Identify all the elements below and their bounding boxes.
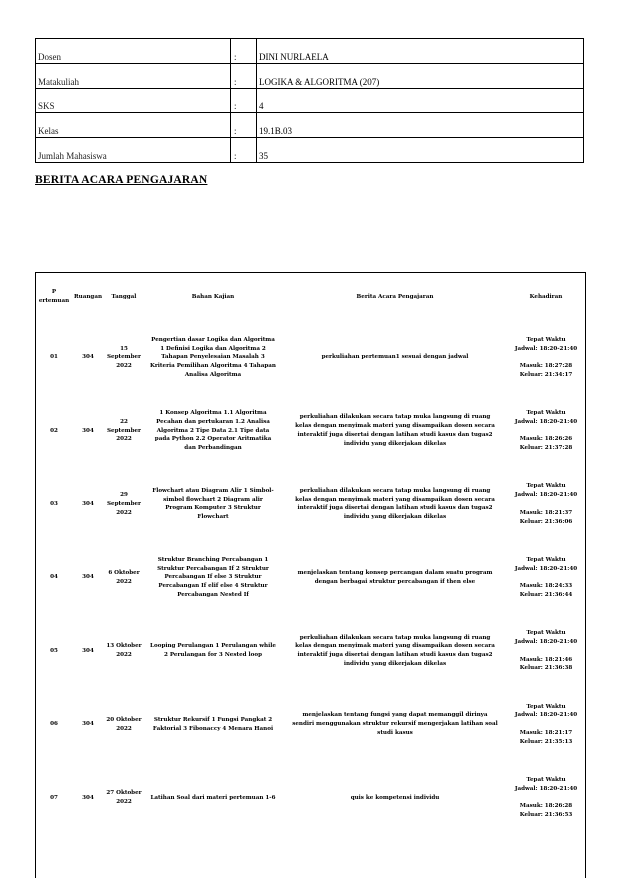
cell-ruangan: 304 [82,354,94,361]
course-info-table [35,38,584,163]
cell-ruangan: 304 [82,794,94,801]
kehadiran-spacer [510,353,582,362]
info-value: 19.1B.03 [257,113,584,138]
kehadiran-spacer [510,647,582,656]
info-separator: : [231,138,257,163]
header-berita-acara: Berita Acara Pengajaran [356,293,434,300]
cell-bahan-kajian: Pengertian dasar Logika dan Algoritma 1 Definisi Logika dan Algoritma 2 Tahapan Penyelesaian Masalah 3 Kriteria Pemilihan Algoritma 4 Tahapan Analisa Algoritma [150,336,276,378]
cell-pertemuan: 03 [50,501,58,508]
page-title: BERITA ACARA PENGAJARAN [35,174,208,186]
kehadiran-status: Tepat Waktu [526,777,566,784]
header-bahan-kajian: Bahan Kajian [191,293,235,300]
table-row [36,394,584,467]
cell-berita-acara: menjelaskan tentang fungsi yang dapat memanggil dirinya sendiri menggunakan struktur rekursif mengerjakan latihan soal studi kasus [292,712,498,737]
kehadiran-masuk: Masuk: 18:21:46 [519,656,573,663]
kehadiran-masuk: Masuk: 18:27:28 [519,363,573,370]
info-row [36,88,584,113]
kehadiran-status: Tepat Waktu [526,410,566,417]
kehadiran-jadwal: Jadwal: 18:20-21:40 [514,785,578,792]
cell-kehadiran [508,615,584,688]
table-row [36,321,584,394]
cell-ruangan: 304 [82,647,94,654]
kehadiran-status: Tepat Waktu [526,483,566,490]
kehadiran-masuk: Masuk: 18:21:17 [519,730,573,737]
info-row [36,138,584,163]
teaching-report-table [36,273,584,835]
kehadiran-masuk: Masuk: 18:24:33 [519,583,573,590]
cell-kehadiran [508,468,584,541]
cell-pertemuan: 02 [50,427,58,434]
cell-berita-acara: menjelaskan tentang konsep percangan dalam suatu program dengan berbagai struktur percabangan if then else [297,570,493,585]
cell-ruangan: 304 [82,574,94,581]
cell-kehadiran [508,541,584,614]
info-row [36,39,584,64]
info-separator: : [231,39,257,64]
kehadiran-jadwal: Jadwal: 18:20-21:40 [514,492,578,499]
info-value: LOGIKA & ALGORITMA (207) [257,63,584,88]
kehadiran-keluar: Keluar: 21:36:06 [519,518,573,525]
kehadiran-spacer [510,427,582,436]
kehadiran-keluar: Keluar: 21:34:17 [519,371,573,378]
info-separator: : [231,63,257,88]
info-label: Matakuliah [36,63,231,88]
kehadiran-status: Tepat Waktu [526,336,566,343]
table-header-row [36,273,584,321]
cell-tanggal: 20 Oktober 2022 [106,716,142,732]
header-ruangan: Ruangan [74,293,103,300]
cell-kehadiran [508,688,584,761]
kehadiran-keluar: Keluar: 21:36:38 [519,665,573,672]
kehadiran-status: Tepat Waktu [526,556,566,563]
cell-berita-acara: quis ke kompetensi individu [350,794,440,801]
teaching-report-table-container [35,272,586,878]
cell-berita-acara: perkuliahan dilakukan secara tatap muka langsung di ruang kelas dengan menyimak materi yang disampaikan dosen secara interaktif juga disertai dengan latihan studi kasus dan tugas2 individu yang dikerjakan dikelas [295,634,495,668]
info-row [36,113,584,138]
cell-ruangan: 304 [82,501,94,508]
cell-bahan-kajian: Flowchart atau Diagram Alir 1 Simbol-simbol flowchart 2 Diagram alir Program Komputer 3 Struktur Flowchart [152,487,274,521]
cell-pertemuan: 06 [50,721,58,728]
cell-bahan-kajian: Latihan Soal dari materi pertemuan 1-6 [150,794,276,801]
cell-pertemuan: 07 [50,794,58,801]
cell-tanggal: 22 September 2022 [107,418,141,443]
kehadiran-status: Tepat Waktu [526,703,566,710]
kehadiran-keluar: Keluar: 21:37:28 [519,445,573,452]
kehadiran-jadwal: Jadwal: 18:20-21:40 [514,565,578,572]
kehadiran-spacer [510,794,582,803]
kehadiran-keluar: Keluar: 21:36:44 [519,592,573,599]
kehadiran-masuk: Masuk: 18:26:28 [519,803,573,810]
cell-tanggal: 6 Oktober 2022 [108,570,140,585]
table-row [36,541,584,614]
cell-kehadiran [508,321,584,394]
header-kehadiran: Kehadiran [529,293,563,300]
kehadiran-masuk: Masuk: 18:26:26 [519,436,573,443]
cell-kehadiran [508,394,584,467]
kehadiran-keluar: Keluar: 21:36:53 [519,812,573,819]
cell-tanggal: 13 Oktober 2022 [106,643,142,659]
info-label: SKS [36,88,231,113]
cell-pertemuan: 05 [50,647,58,654]
cell-bahan-kajian: Struktur Rekursif 1 Fungsi Pangkat 2 Faktorial 3 Fibonaccy 4 Menara Hanoi [152,716,274,732]
info-separator: : [231,113,257,138]
info-label: Jumlah Mahasiswa [36,138,231,163]
info-value: 35 [257,138,584,163]
cell-kehadiran [508,761,584,834]
kehadiran-jadwal: Jadwal: 18:20-21:40 [514,712,578,719]
header-pertemuan: P ertemuan [38,289,70,304]
kehadiran-status: Tepat Waktu [526,630,566,637]
info-value: 4 [257,88,584,113]
info-value: DINI NURLAELA [257,39,584,64]
info-row [36,63,584,88]
table-row [36,688,584,761]
cell-bahan-kajian: Looping Perulangan 1 Perulangan while 2 Perulangan for 3 Nested loop [150,643,276,659]
kehadiran-spacer [510,500,582,509]
kehadiran-spacer [510,573,582,582]
cell-pertemuan: 04 [50,574,58,581]
cell-bahan-kajian: Struktur Branching Percabangan 1 Struktur Percabangan If 2 Struktur Percabangan If else 3 Struktur Percabangan If elif else 4 Struktur Percabangan Nested If [157,556,269,599]
kehadiran-masuk: Masuk: 18:21:37 [519,509,573,516]
info-label: Kelas [36,113,231,138]
cell-berita-acara: perkuliahan pertemuan1 sesuai dengan jadwal [321,354,469,361]
kehadiran-jadwal: Jadwal: 18:20-21:40 [514,418,578,425]
cell-berita-acara: perkuliahan dilakukan secara tatap muka langsung di ruang kelas dengan menyimak materi yang disampaikan dosen secara interaktif juga disertai dengan latihan studi kasus dan tugas2 individu yang dikerjakan dikelas [295,414,495,447]
cell-tanggal: 27 Oktober 2022 [106,790,142,806]
cell-ruangan: 304 [82,427,94,434]
cell-ruangan: 304 [82,721,94,728]
header-tanggal: Tanggal [111,293,137,300]
table-row [36,615,584,688]
kehadiran-jadwal: Jadwal: 18:20-21:40 [514,639,578,646]
info-label: Dosen [36,39,231,64]
kehadiran-jadwal: Jadwal: 18:20-21:40 [514,345,578,352]
cell-tanggal: 29 September 2022 [107,492,141,516]
table-row [36,761,584,834]
table-row [36,468,584,541]
kehadiran-keluar: Keluar: 21:35:13 [519,738,573,745]
info-separator: : [231,88,257,113]
kehadiran-spacer [510,720,582,729]
cell-tanggal: 15 September 2022 [107,345,141,370]
cell-berita-acara: perkuliahan dilakukan secara tatap muka langsung di ruang kelas dengan menyimak materi yang disampaikan dosen secara interaktif juga disertai dengan latihan studi kasus dan tugas2 individu yang dikerjakan dikelas [295,487,495,521]
cell-pertemuan: 01 [50,354,58,361]
cell-bahan-kajian: 1 Konsep Algoritma 1.1 Algoritma Pecahan dan pertukaran 1.2 Analisa Algoritma 2 Tipe Data 2.1 Tipe data pada Python 2.2 Operator Aritmatika dan Perbandingan [154,410,272,452]
